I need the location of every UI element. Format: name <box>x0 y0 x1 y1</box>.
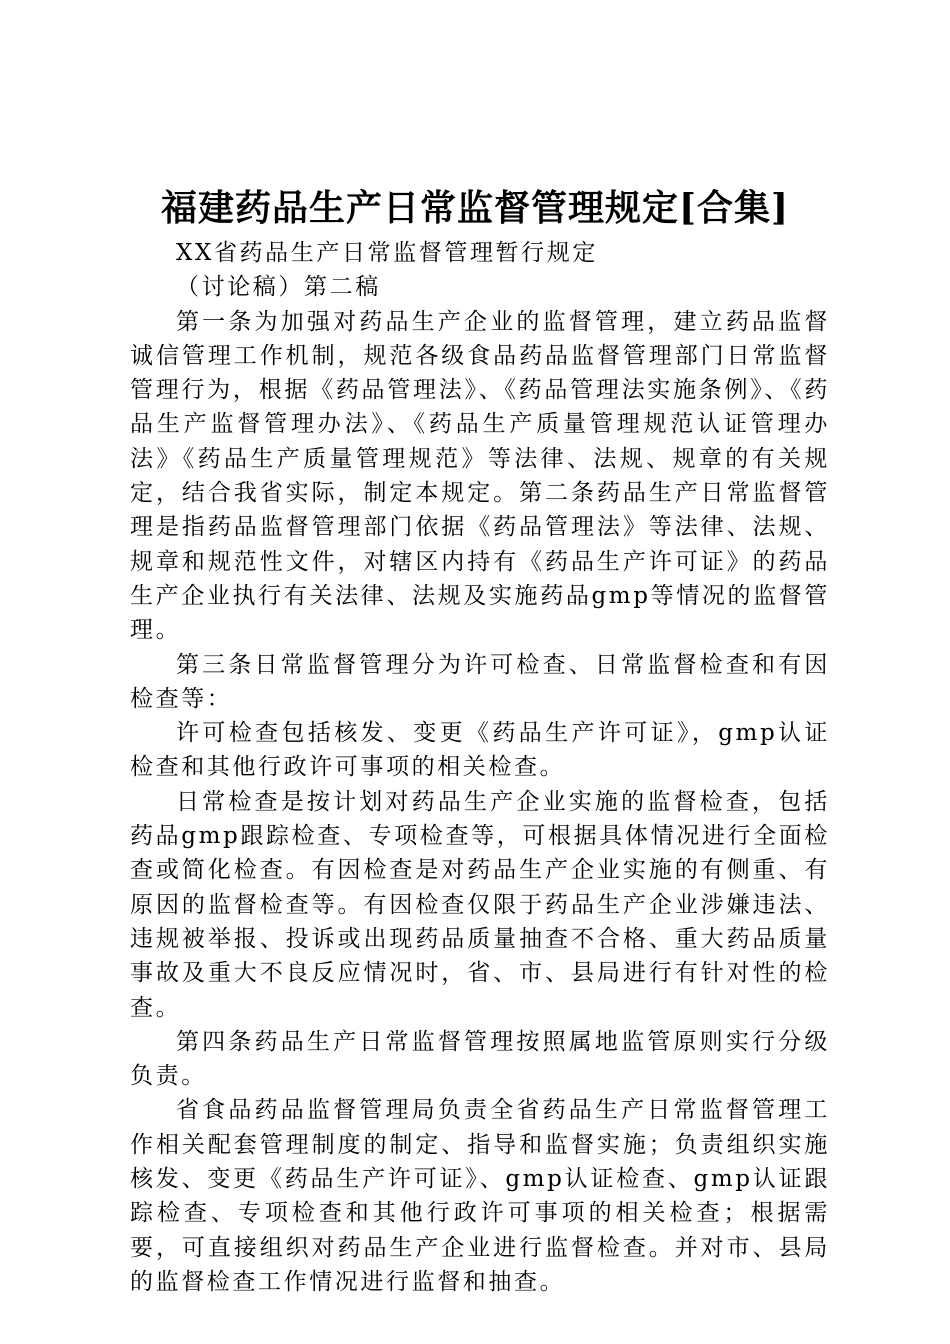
paragraph-provincial-bureau: 省食品药品监督管理局负责全省药品生产日常监督管理工作相关配套管理制度的制定、指导和监督实施；负责组织实施核发、变更《药品生产许可证》、gmp认证检查、gmp认证跟踪检查、专项检查和其他行政许可事项的相关检查；根据需要，可直接组织对药品生产企业进行监督检查。并对市、县局的监督检查工作情况进行监督和抽查。 <box>130 1097 830 1295</box>
paragraph-article-3: 第三条日常监督管理分为许可检查、日常监督检查和有因检查等： <box>130 651 830 712</box>
document-title: 福建药品生产日常监督管理规定[合集] <box>160 187 790 229</box>
paragraph-license-inspection: 许可检查包括核发、变更《药品生产许可证》，gmp认证检查和其他行政许可事项的相关检查。 <box>130 720 830 781</box>
paragraph-article-1-2: 第一条为加强对药品生产企业的监督管理，建立药品监督诚信管理工作机制，规范各级食品药品监督管理部门日常监督管理行为，根据《药品管理法》、《药品管理法实施条例》、《药品生产监督管理办法》、《药品生产质量管理规范认证管理办法》《药品生产质量管理规范》等法律、法规、规章的有关规定，结合我省实际，制定本规定。第二条药品生产日常监督管理是指药品监督管理部门依据《药品管理法》等法律、法规、规章和规范性文件，对辖区内持有《药品生产许可证》的药品生产企业执行有关法律、法规及实施药品gmp等情况的监督管理。 <box>130 308 830 644</box>
document-subtitle: XX省药品生产日常监督管理暂行规定 <box>176 240 598 266</box>
paragraph-article-4: 第四条药品生产日常监督管理按照属地监管原则实行分级负责。 <box>130 1028 830 1090</box>
draft-note: （讨论稿）第二稿 <box>176 274 381 301</box>
paragraph-routine-inspection: 日常检查是按计划对药品生产企业实施的监督检查，包括药品gmp跟踪检查、专项检查等，可根据具体情况进行全面检查或简化检查。有因检查是对药品生产企业实施的有侧重、有原因的监督检查等。有因检查仅限于药品生产企业涉嫌违法、违规被举报、投诉或出现药品质量抽查不合格、重大药品质量事故及重大不良反应情况时，省、市、县局进行有针对性的检查。 <box>130 788 830 1021</box>
document-body <box>130 236 830 1299</box>
